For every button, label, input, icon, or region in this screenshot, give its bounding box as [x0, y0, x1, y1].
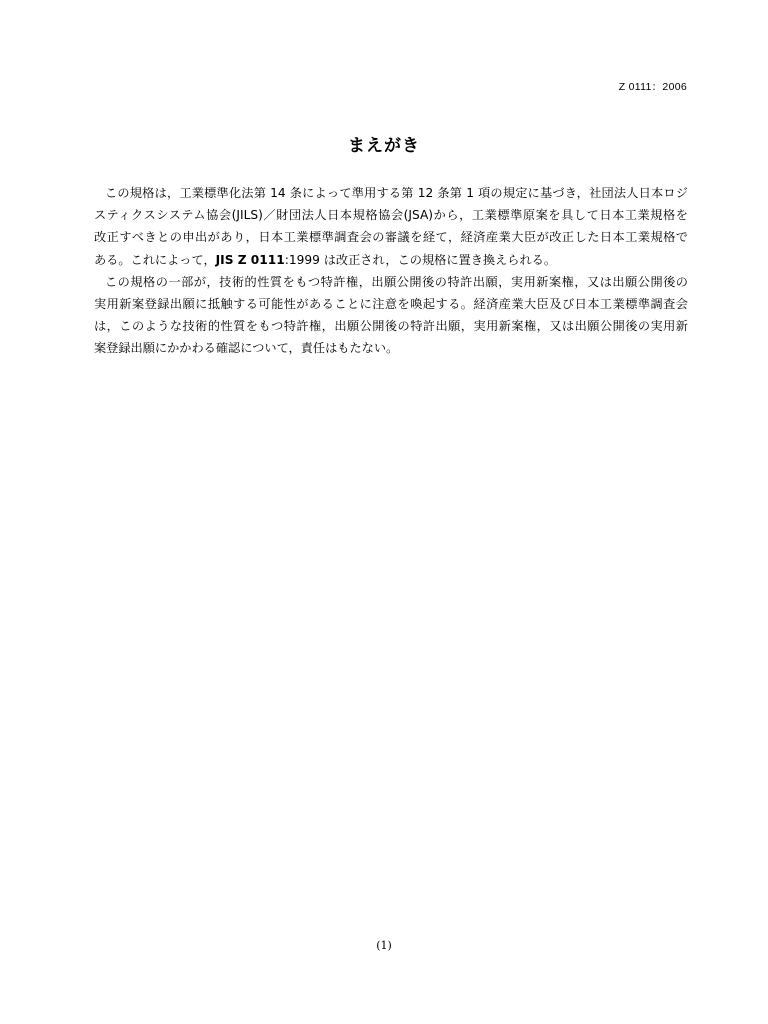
paragraph-2-line-4: 案登録出願にかかわる確認について，責任はもたない。 — [94, 341, 399, 356]
paragraph-2 — [82, 271, 688, 360]
paragraph-1-line-4 — [82, 249, 688, 271]
foreword-body — [82, 182, 688, 360]
paragraph-1-line-2: スティクスシステム協会(JILS)／財団法人日本規格協会(JSA)から，工業標準原案を具して日本工業規格を — [94, 208, 688, 223]
paragraph-1-line-4-text-after: :1999 は改正され，この規格に置き換えられる。 — [284, 252, 557, 267]
paragraph-1-line-1: この規格は，工業標準化法第 14 条によって準用する第 12 条第 1 項の規定に基づき，社団法人日本ロジ — [105, 186, 688, 200]
page-title: まえがき — [348, 136, 420, 156]
paragraph-2-line-1: この規格の一部が，技術的性質をもつ特許権，出願公開後の特許出願，実用新案権，又は出願公開後の — [105, 274, 688, 289]
paragraph-1-line-4-text-before: ある。これによって， — [94, 252, 216, 267]
jis-reference: JIS Z 0111 — [215, 252, 285, 267]
paragraph-2-line-3: は，このような技術的性質をもつ特許権，出願公開後の特許出願，実用新案権，又は出願公開後の実用新 — [94, 319, 688, 334]
standard-number: Z 0111：2006 — [618, 81, 687, 93]
paragraph-1 — [82, 182, 688, 271]
paragraph-1-line-3: 改正すべきとの申出があり，日本工業標準調査会の審議を経て，経済産業大臣が改正した日本工業規格で — [94, 230, 688, 245]
paragraph-2-line-2: 実用新案登録出願に抵触する可能性があることに注意を喚起する。経済産業大臣及び日本工業標準調査会 — [94, 297, 688, 312]
page-number: (1) — [376, 939, 392, 952]
